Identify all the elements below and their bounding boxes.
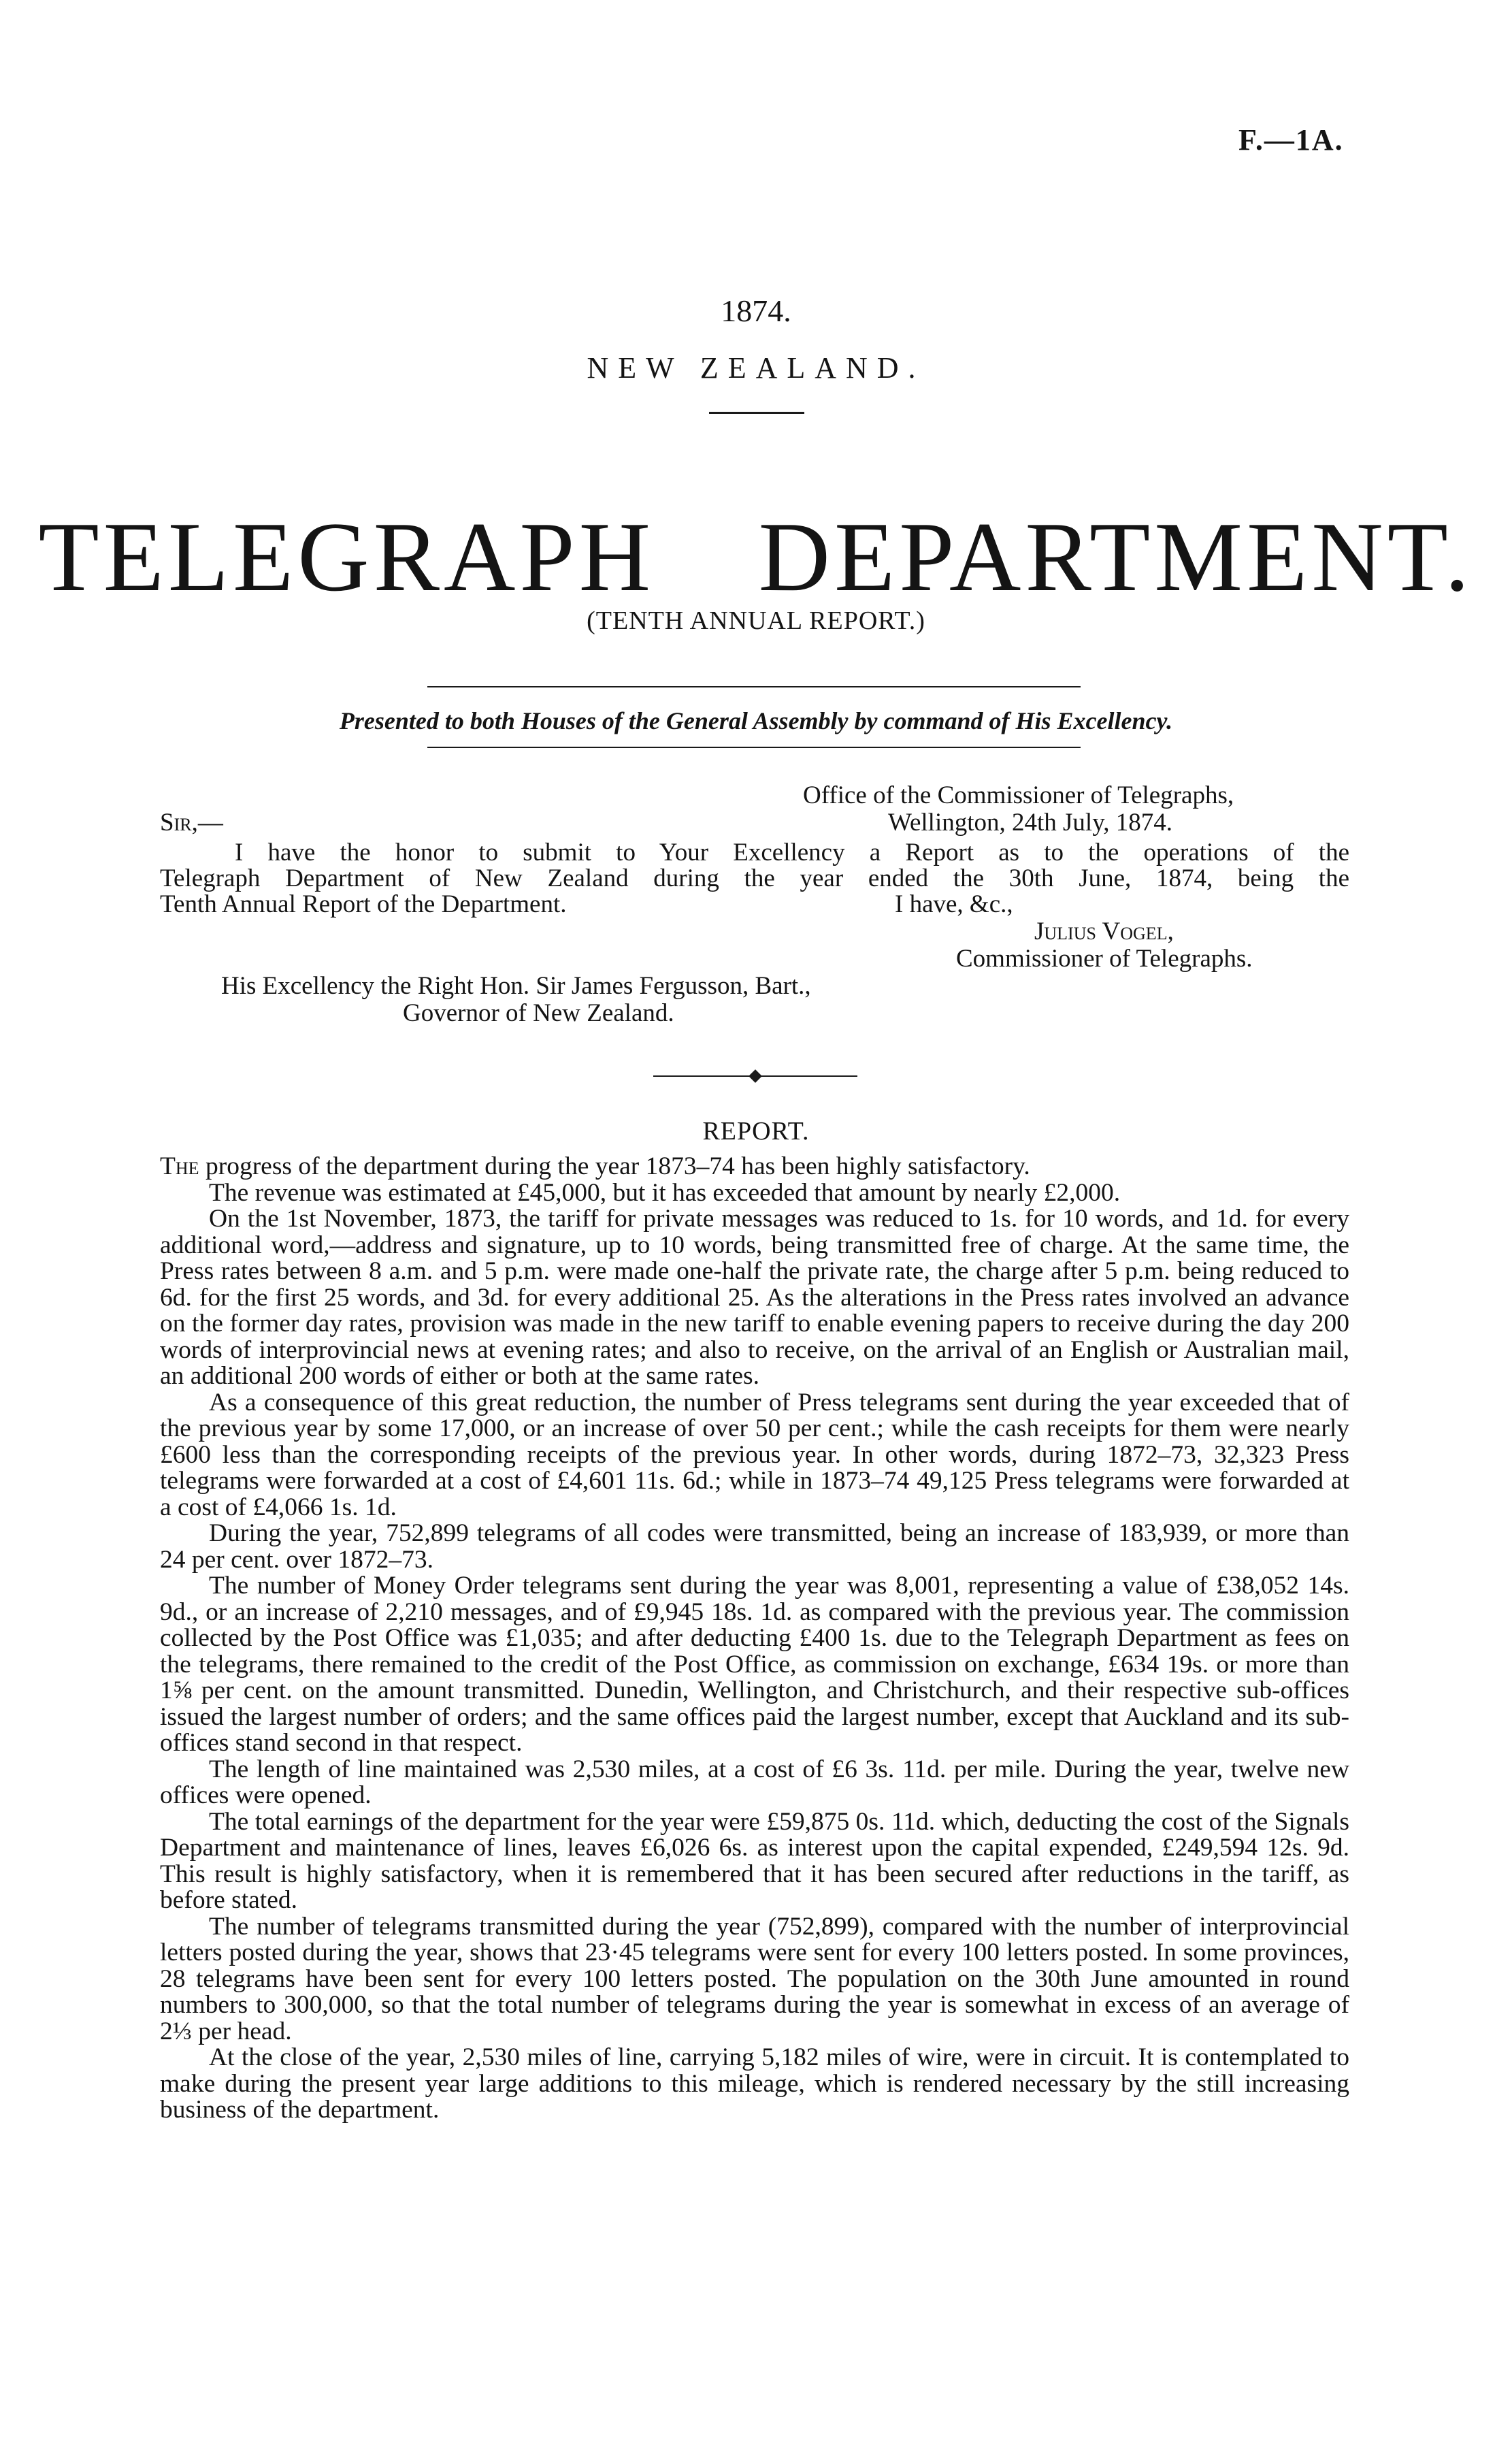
letter-body-line-1: I have the honor to submit to Your Excellency a Report as to the operations of the [235,839,1349,866]
letter-closing: I have, &c., [895,890,1013,918]
document-year: 1874. [721,293,791,328]
letter-signature-title: Commissioner of Telegraphs. [956,945,1253,973]
report-paragraph-6: The number of Money Order telegrams sent during the year was 8,001, representing a value of £38,052 14s. 9d., or an increase of 2,210 messages, and of £9,945 18s. 1d. as compared with the previous year. The commission collected by the Post Office was £1,035; and after deducting £400 1s. due to the Telegraph Department as fees on the telegrams, there remained to the credit of the Post Office, as commission on exchange, £634 19s. or more than 1⅝ per cent. on the amount transmitted. Dunedin, Wellington, and Christchurch, and their respective sub-offices issued the largest number of orders; and the same offices paid the largest number, except that Auckland and its sub-offices stand second in that respect. [160,1572,1349,1757]
document-reference: F.—1A. [1238,123,1344,157]
document-subtitle: (TENTH ANNUAL REPORT.) [587,606,925,635]
report-paragraph-7: The length of line maintained was 2,530 miles, at a cost of £6 3s. 11d. per mile. During the year, twelve new offices were opened. [160,1755,1349,1809]
report-paragraph-3: On the 1st November, 1873, the tariff for private messages was reduced to 1s. for 10 words, and 1d. for every additional word,—address and signature, up to 10 words, being transmitted free of charge. At the same time, the Press rates between 8 a.m. and 5 p.m. were made one-half the private rate, the charge after 5 p.m. being reduced to 6d. for the first 25 words, and 3d. for every additional 25. As the alterations in the Press rates involved an advance on the former day rates, provision was made in the new tariff to enable evening papers to receive during the day 200 words of interprovincial news at evening rates; and also to receive, on the arrival of an English or Australian mail, an additional 200 words of either or both at the same rates. [160,1205,1349,1390]
letter-body-line-3: Tenth Annual Report of the Department. [160,890,567,918]
letter-addressee-1: His Excellency the Right Hon. Sir James Fergusson, Bart., [221,972,811,1000]
presented-rule-bottom [427,747,1081,748]
diamond-ornament-icon [749,1069,762,1083]
report-heading: REPORT. [702,1117,810,1146]
country-heading: NEW ZEALAND. [587,351,925,385]
report-opening-word: The [160,1152,199,1180]
letter-body-line-2: Telegraph Department of New Zealand during the year ended the 30th June, 1874, being the [160,864,1349,892]
report-paragraph-9: The number of telegrams transmitted during the year (752,899), compared with the number of interprovincial letters posted during the year, shows that 23·45 telegrams were sent for every 100 letters posted. In some provinces, 28 telegrams have been sent for every 100 letters posted. The population on the 30th June amounted in round numbers to 300,000, so that the total number of telegrams during the year is somewhat in excess of an average of 2⅓ per head. [160,1912,1349,2045]
document-title: TELEGRAPH DEPARTMENT. [38,502,1474,612]
report-paragraph-5: During the year, 752,899 telegrams of all codes were transmitted, being an increase of 183,939, or more than 24 per cent. over 1872–73. [160,1519,1349,1574]
report-paragraph-2: The revenue was estimated at £45,000, but it has exceeded that amount by nearly £2,000. [209,1178,1121,1207]
presented-rule-top [427,686,1081,687]
letter-salutation: Sir,— [160,809,223,837]
letter-office-line: Office of the Commissioner of Telegraphs, [803,781,1234,809]
report-body [160,1154,1349,2124]
report-paragraph-4: As a consequence of this great reduction, the number of Press telegrams sent during the year exceeded that of the previous year by some 17,000, or an increase of over 50 per cent.; while the cash receipts for them were nearly £600 less than the corresponding receipts of the previous year. In other words, during 1872–73, 32,323 Press telegrams were forwarded at a cost of £4,601 11s. 6d.; while in 1873–74 49,125 Press telegrams were forwarded at a cost of £4,066 1s. 1d. [160,1388,1349,1521]
report-paragraph-1: The progress of the department during the year 1873–74 has been highly satisfactory. [160,1152,1030,1180]
report-paragraph-8: The total earnings of the department for the year were £59,875 0s. 11d. which, deducting the cost of the Signals Department and maintenance of lines, leaves £6,026 6s. as interest upon the capital expended, £249,594 12s. 9d. This result is highly satisfactory, when it is remembered that it has been secured after reductions in the tariff, as before stated. [160,1807,1349,1914]
letter-addressee-2: Governor of New Zealand. [403,999,674,1027]
letter-place-date: Wellington, 24th July, 1874. [888,809,1173,837]
ornamental-divider [653,1071,857,1081]
letter-signature: Julius Vogel, [1034,918,1174,945]
report-paragraph-10: At the close of the year, 2,530 miles of line, carrying 5,182 miles of wire, were in circuit. It is contemplated to make during the present year large additions to this mileage, which is rendered necessary by the still increasing business of the department. [160,2043,1349,2124]
short-rule-divider [709,412,804,414]
presented-statement: Presented to both Houses of the General Assembly by command of His Excellency. [339,707,1173,734]
